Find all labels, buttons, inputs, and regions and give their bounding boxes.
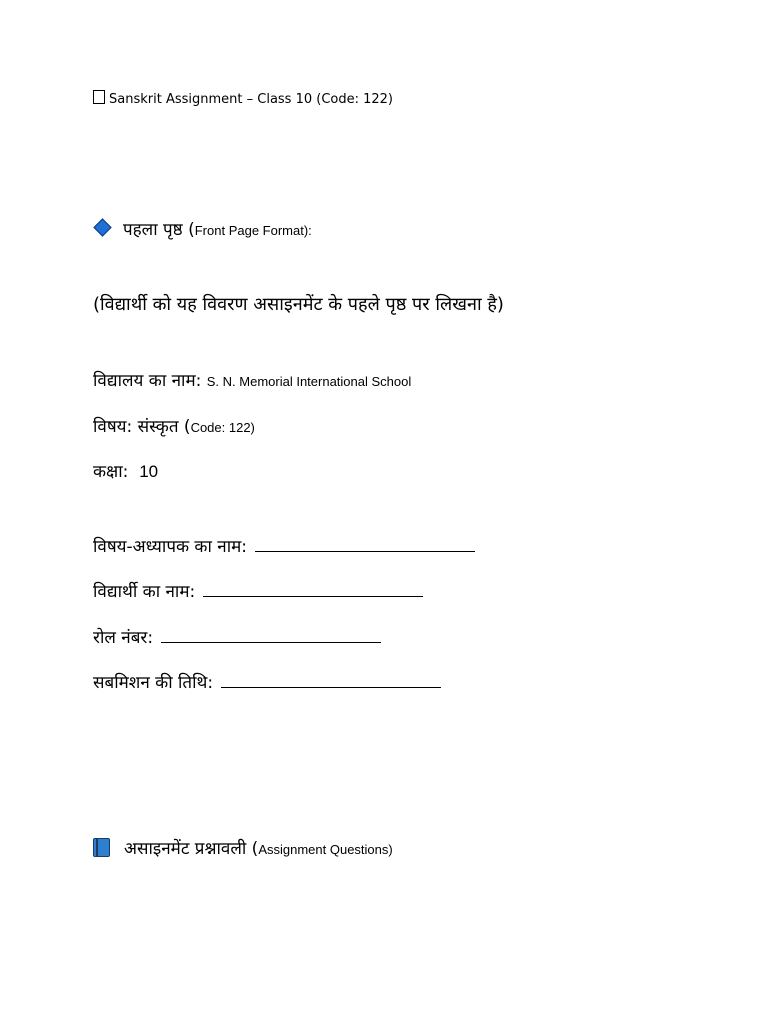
roll-blank bbox=[161, 628, 381, 643]
front-page-heading-en: Front Page Format): bbox=[194, 223, 312, 238]
header-title bbox=[93, 90, 393, 107]
blue-book-icon bbox=[93, 838, 110, 857]
questions-heading-en: Assignment Questions) bbox=[258, 842, 393, 857]
front-page-heading-hi: पहला पृष्ठ ( bbox=[123, 220, 195, 240]
date-blank bbox=[221, 673, 441, 688]
questions-heading-hi: असाइनमेंट प्रश्नावली ( bbox=[124, 839, 259, 859]
school-label: विद्यालय का नाम: bbox=[93, 371, 202, 391]
subject-label: विषय: संस्कृत ( bbox=[93, 417, 191, 437]
teacher-blank bbox=[255, 537, 475, 552]
class-field bbox=[93, 459, 158, 482]
header-title-text: Sanskrit Assignment – Class 10 (Code: 122) bbox=[109, 92, 394, 107]
student-blank bbox=[203, 582, 423, 597]
school-value: S. N. Memorial International School bbox=[206, 374, 412, 389]
subject-value: Code: 122) bbox=[190, 420, 255, 435]
teacher-label: विषय-अध्यापक का नाम: bbox=[93, 537, 248, 557]
class-label: कक्षा: bbox=[93, 462, 129, 482]
front-page-instruction: (विद्यार्थी को यह विवरण असाइनमेंट के पहले पृष्ठ पर लिखना है) bbox=[93, 294, 504, 315]
missing-glyph-icon bbox=[93, 90, 105, 104]
roll-label: रोल नंबर: bbox=[93, 628, 154, 648]
date-label: सबमिशन की तिथि: bbox=[93, 673, 214, 693]
front-page-heading bbox=[93, 217, 312, 240]
date-field bbox=[93, 670, 441, 693]
questions-heading bbox=[93, 836, 393, 859]
roll-field bbox=[93, 625, 381, 648]
school-field bbox=[93, 368, 411, 391]
student-field bbox=[93, 579, 423, 602]
class-value: 10 bbox=[139, 462, 159, 481]
blue-diamond-icon bbox=[93, 218, 111, 236]
subject-field bbox=[93, 414, 255, 437]
student-label: विद्यार्थी का नाम: bbox=[93, 582, 196, 602]
teacher-field bbox=[93, 534, 475, 557]
